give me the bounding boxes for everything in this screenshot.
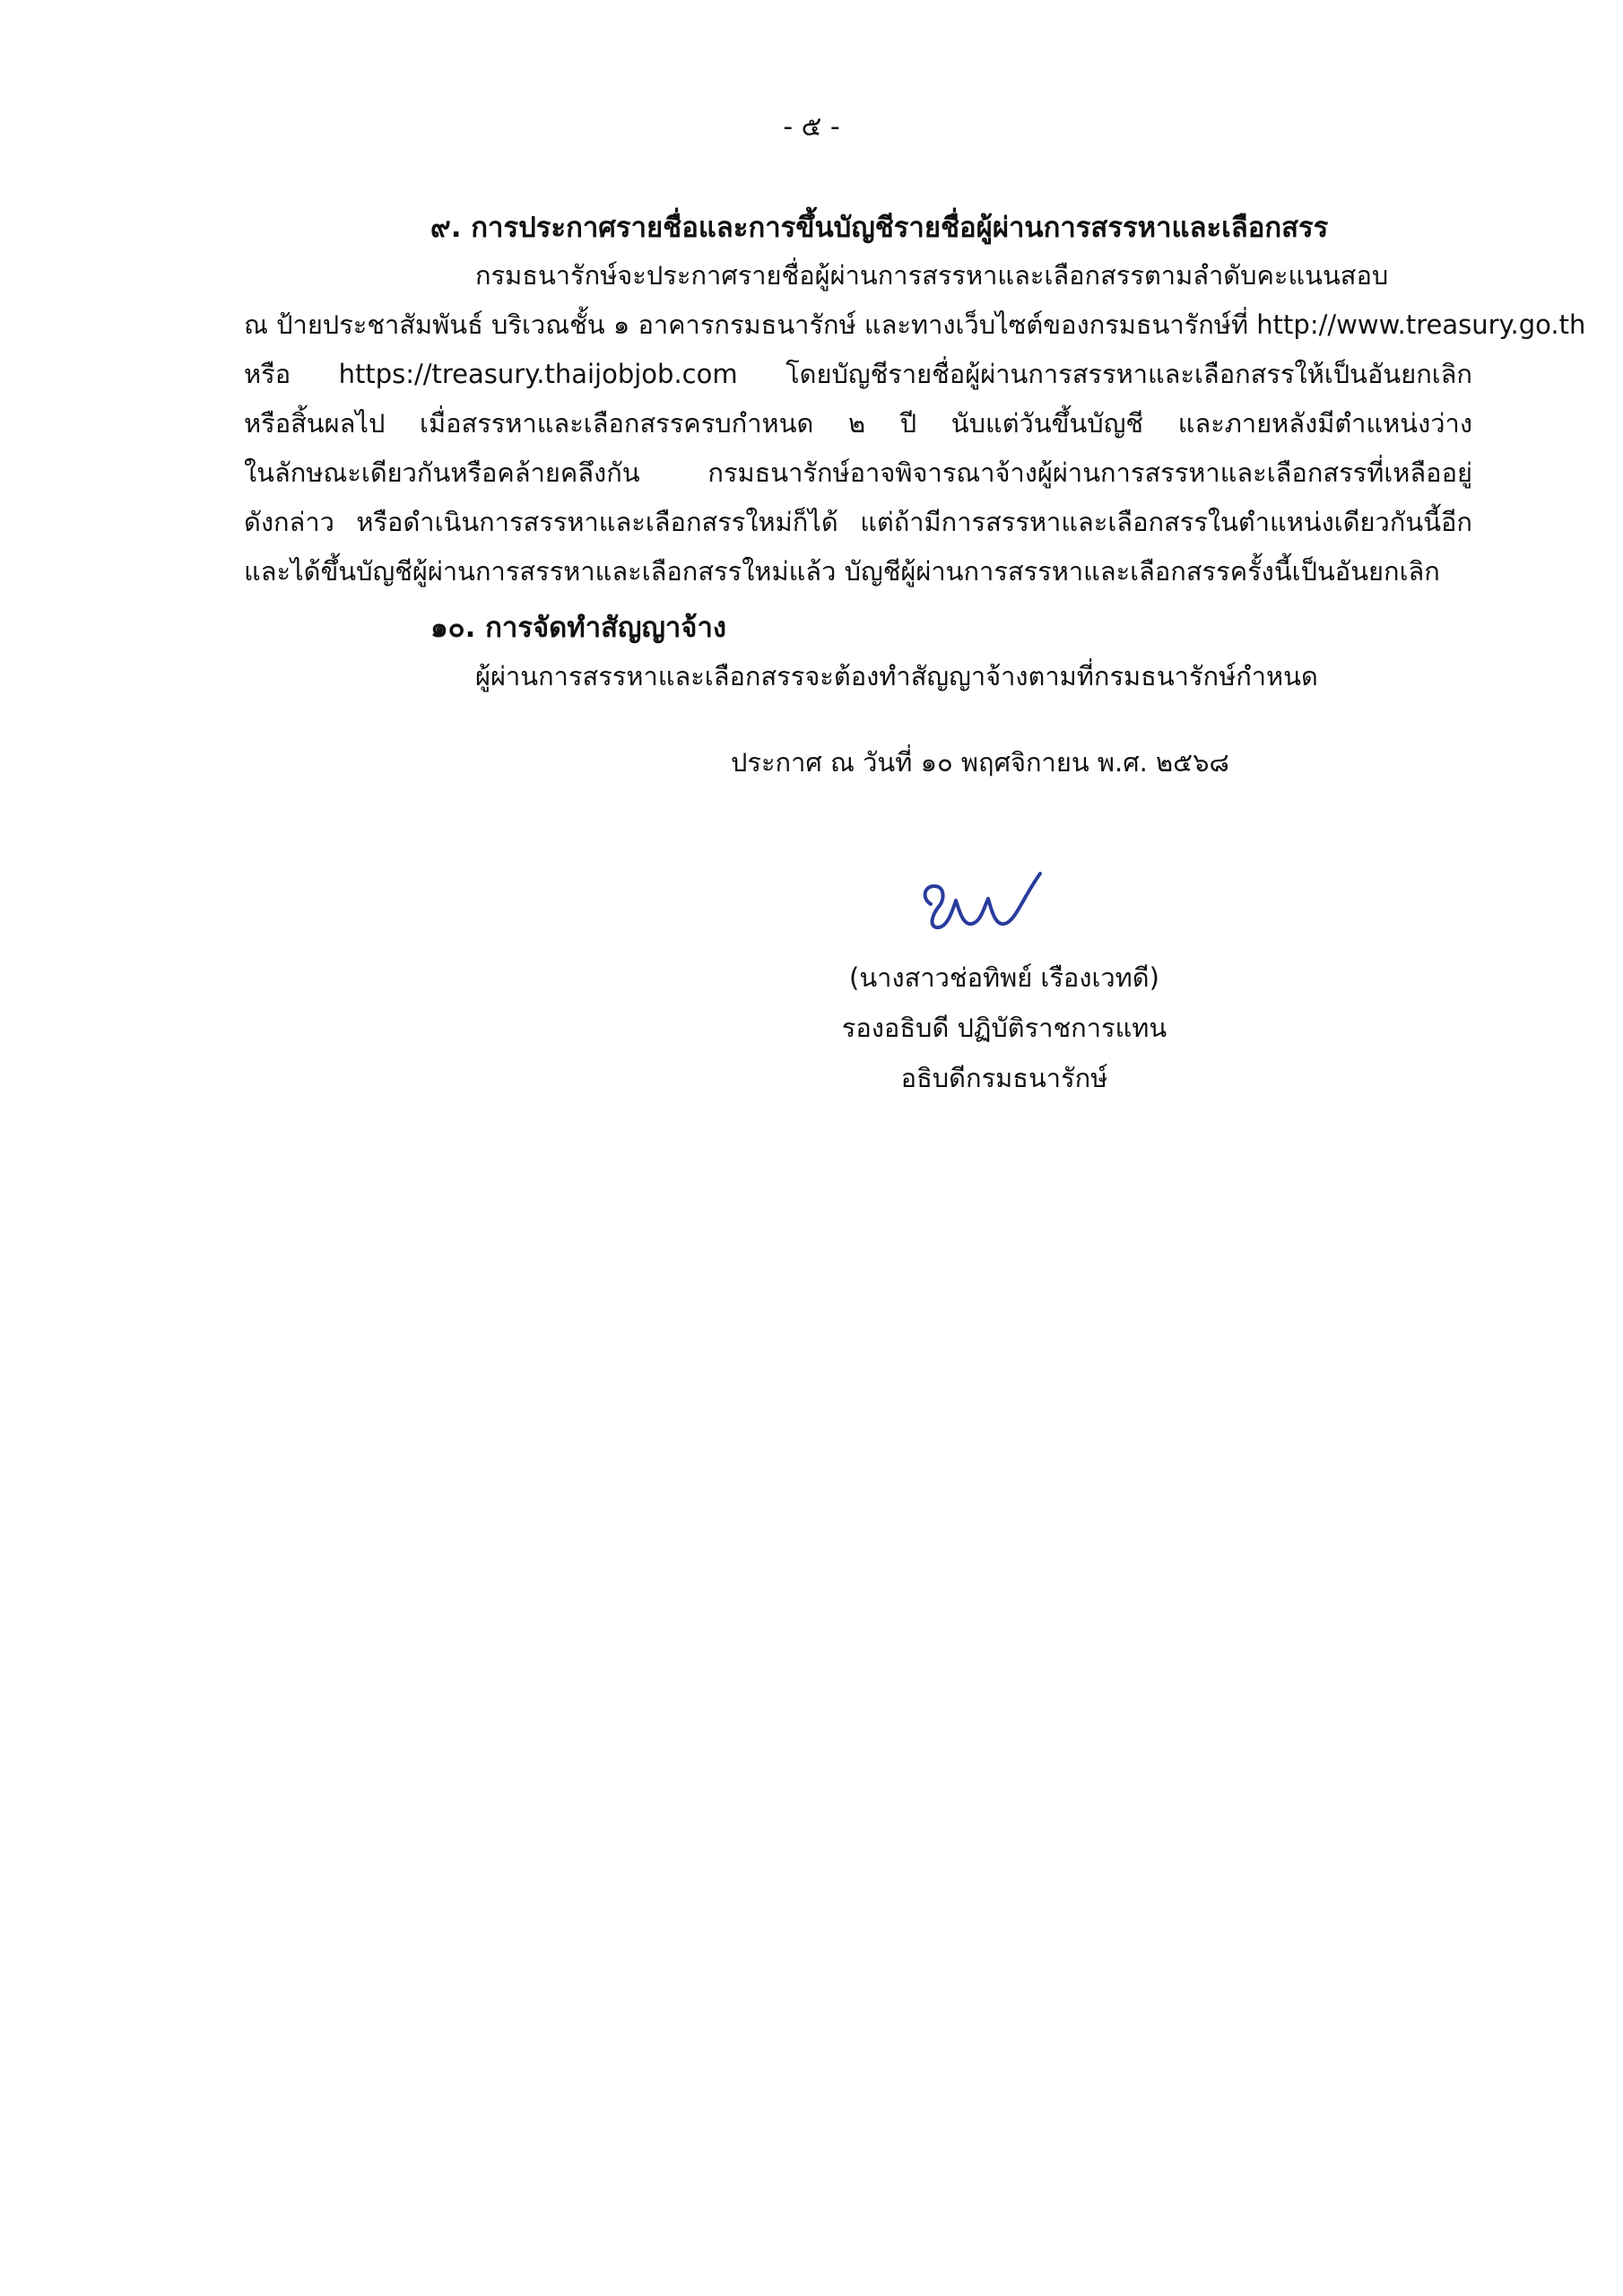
paragraph-line: หรือ https://treasury.thaijobjob.com โดยบัญชีรายชื่อผู้ผ่านการสรรหาและเลือกสรรให้เป็นอันยกเลิก [244,359,1472,389]
paragraph-line: ผู้ผ่านการสรรหาและเลือกสรรจะต้องทำสัญญาจ้างตามที่กรมธนารักษ์กำหนด [475,661,1318,691]
signatory-position-sub: อธิบดีกรมธนารักษ์ [900,1063,1108,1093]
signature-image [906,852,1067,951]
announcement-date: ประกาศ ณ วันที่ ๑๐ พฤศจิกายน พ.ศ. ๒๕๖๘ [731,747,1229,778]
signatory-position: รองอธิบดี ปฏิบัติราชการแทน [841,1013,1167,1043]
paragraph-line: ณ ป้ายประชาสัมพันธ์ บริเวณชั้น ๑ อาคารกรมธนารักษ์ และทางเว็บไซต์ของกรมธนารักษ์ที่ http://www.treasury.go.th [244,309,1586,340]
paragraph-line: และได้ขึ้นบัญชีผู้ผ่านการสรรหาและเลือกสรรใหม่แล้ว บัญชีผู้ผ่านการสรรหาและเลือกสรรครั้งนี้เป็นอันยกเลิก [244,556,1440,587]
paragraph-line: หรือสิ้นผลไป เมื่อสรรหาและเลือกสรรครบกำหนด ๒ ปี นับแต่วันขึ้นบัญชี และภายหลังมีตำแหน่งว่าง [244,408,1472,439]
paragraph-line: กรมธนารักษ์จะประกาศรายชื่อผู้ผ่านการสรรหาและเลือกสรรตามลำดับคะแนนสอบ [475,260,1389,291]
section-10-heading: ๑๐. การจัดทำสัญญาจ้าง [430,612,726,644]
signature-stroke [925,874,1040,927]
signatory-name: (นางสาวช่อทิพย์ เรืองเวทดี) [849,962,1159,993]
paragraph-line: ในลักษณะเดียวกันหรือคล้ายคลึงกัน กรมธนารักษ์อาจพิจารณาจ้างผู้ผ่านการสรรหาและเลือกสรรที่เหลืออยู่ [244,457,1472,488]
paragraph-line: ดังกล่าว หรือดำเนินการสรรหาและเลือกสรรใหม่ก็ได้ แต่ถ้ามีการสรรหาและเลือกสรรในตำแหน่งเดียวกันนี้อีก [244,507,1472,537]
section-9-heading: ๙. การประกาศรายชื่อและการขึ้นบัญชีรายชื่อผู้ผ่านการสรรหาและเลือกสรร [430,212,1329,244]
page-number: - ๕ - [783,111,840,143]
